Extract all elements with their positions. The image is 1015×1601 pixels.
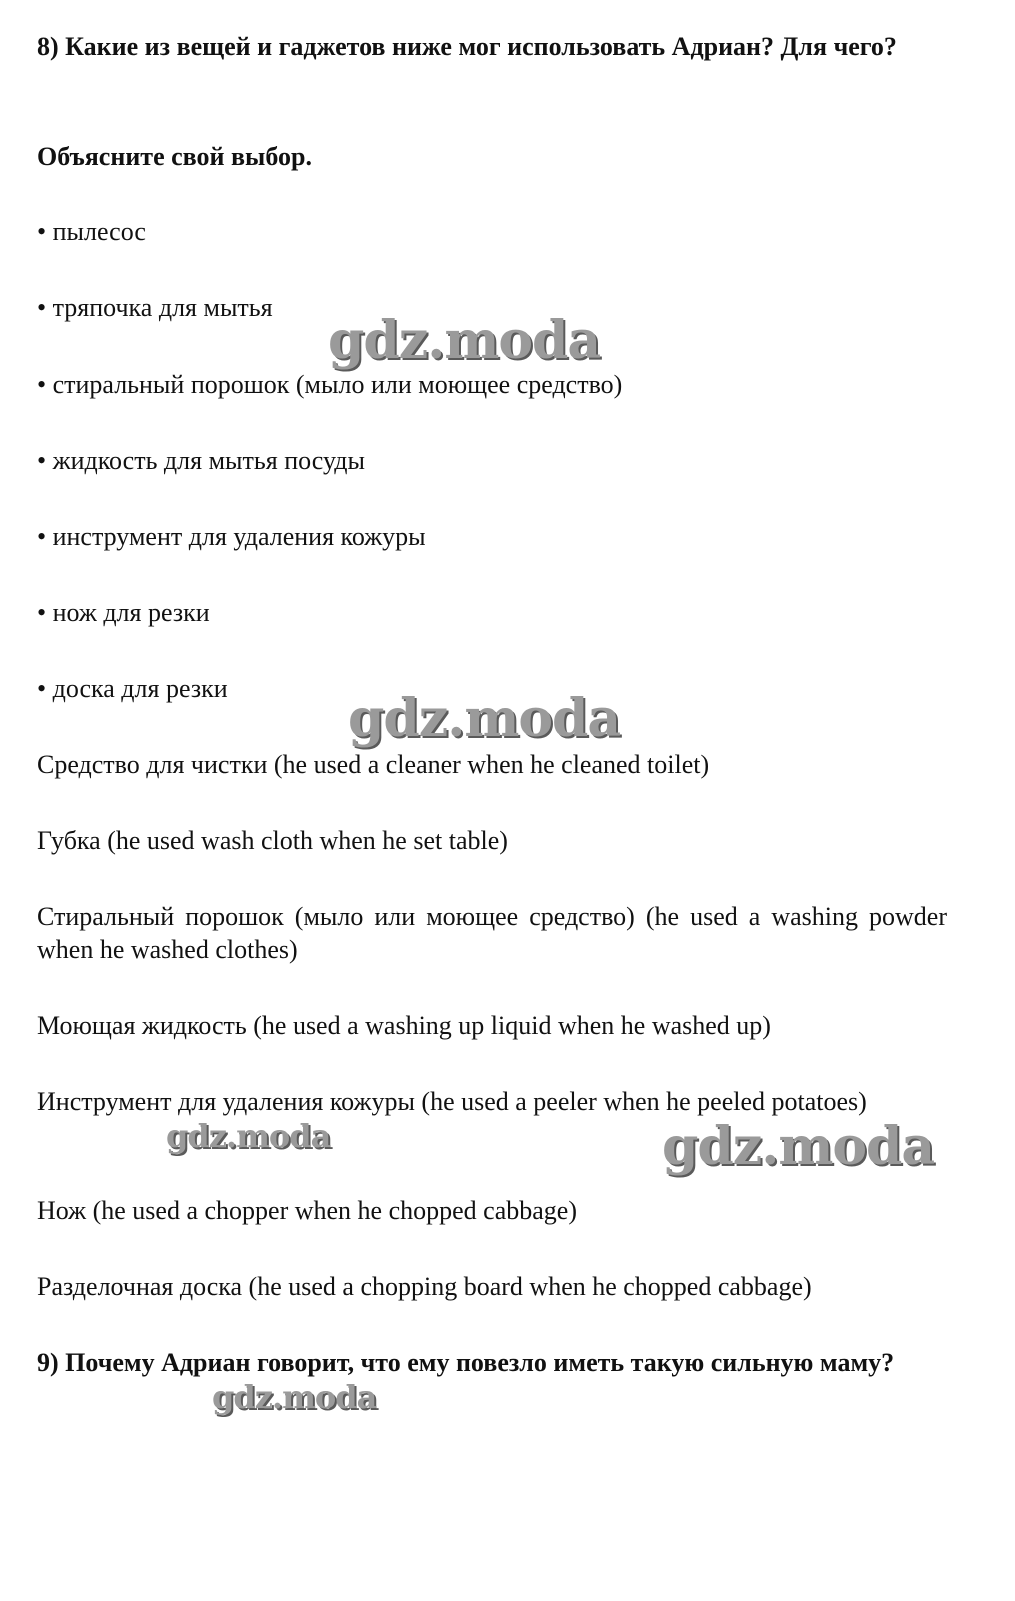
option-item: • жидкость для мытья посуды bbox=[37, 446, 366, 475]
watermark: gdz.moda bbox=[328, 310, 601, 371]
answer-item: Нож (he used a chopper when he chopped cabbage) bbox=[37, 1196, 577, 1225]
answer-item: Стиральный порошок (мыло или моющее средство) (he used a washing powder when he washed clothes) bbox=[37, 902, 947, 964]
watermark: gdz.moda bbox=[348, 688, 621, 749]
watermark: gdz.moda bbox=[662, 1116, 935, 1177]
option-item: • доска для резки bbox=[37, 674, 228, 703]
answer-item: Разделочная доска (he used a chopping board when he chopped cabbage) bbox=[37, 1272, 812, 1301]
question-9-title: 9) Почему Адриан говорит, что ему повезло иметь такую сильную маму? bbox=[37, 1348, 895, 1377]
watermark: gdz.moda bbox=[212, 1378, 377, 1416]
answer-item: Средство для чистки (he used a cleaner when he cleaned toilet) bbox=[37, 750, 710, 779]
option-item: • пылесос bbox=[37, 217, 146, 246]
answer-item: Губка (he used wash cloth when he set table) bbox=[37, 826, 508, 855]
answer-item: Моющая жидкость (he used a washing up liquid when he washed up) bbox=[37, 1011, 771, 1040]
option-item: • инструмент для удаления кожуры bbox=[37, 522, 426, 551]
question-8-title: 8) Какие из вещей и гаджетов ниже мог использовать Адриан? Для чего? bbox=[37, 32, 897, 61]
question-8-subtitle: Объясните свой выбор. bbox=[37, 142, 312, 171]
option-item: • тряпочка для мытья bbox=[37, 293, 273, 322]
option-item: • стиральный порошок (мыло или моющее средство) bbox=[37, 370, 623, 399]
watermark: gdz.moda bbox=[166, 1117, 331, 1155]
answer-item: Инструмент для удаления кожуры (he used a peeler when he peeled potatoes) bbox=[37, 1087, 867, 1116]
option-item: • нож для резки bbox=[37, 598, 210, 627]
